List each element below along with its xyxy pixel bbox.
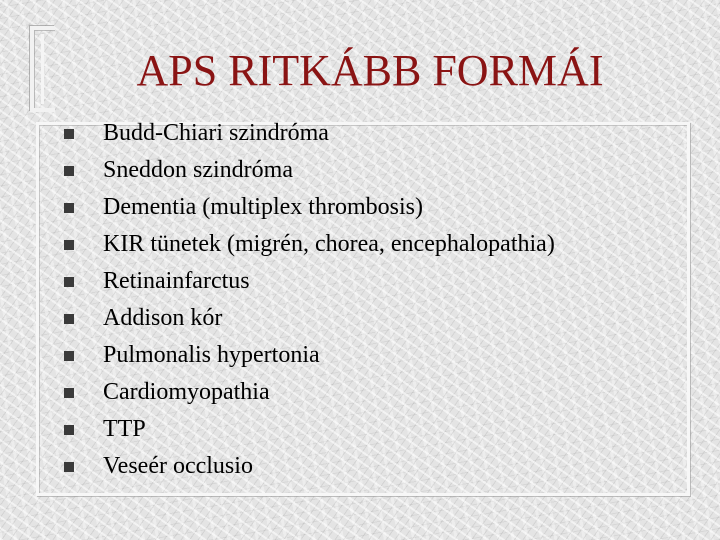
list-item-text: Cardiomyopathia	[103, 379, 270, 405]
square-bullet-icon	[64, 462, 74, 472]
bullet-list	[64, 115, 555, 485]
list-item	[64, 152, 555, 189]
square-bullet-icon	[64, 129, 74, 139]
square-bullet-icon	[64, 314, 74, 324]
list-item-text: Pulmonalis hypertonia	[103, 342, 320, 368]
list-item	[64, 411, 555, 448]
list-item	[64, 300, 555, 337]
list-item	[64, 374, 555, 411]
list-item-text: Sneddon szindróma	[103, 157, 293, 183]
list-item-text: Dementia (multiplex thrombosis)	[103, 194, 423, 220]
list-item	[64, 226, 555, 263]
list-item	[64, 337, 555, 374]
list-item-text: Budd-Chiari szindróma	[103, 120, 329, 146]
square-bullet-icon	[64, 425, 74, 435]
title-frame-inner-line	[41, 34, 55, 104]
list-item	[64, 448, 555, 485]
square-bullet-icon	[64, 240, 74, 250]
list-item	[64, 263, 555, 300]
list-item-text: Addison kór	[103, 305, 223, 331]
square-bullet-icon	[64, 203, 74, 213]
square-bullet-icon	[64, 277, 74, 287]
square-bullet-icon	[64, 166, 74, 176]
list-item-text: Retinainfarctus	[103, 268, 250, 294]
square-bullet-icon	[64, 388, 74, 398]
list-item-text: Veseér occlusio	[103, 453, 253, 479]
list-item	[64, 189, 555, 226]
list-item	[64, 115, 555, 152]
list-item-text: TTP	[103, 416, 146, 442]
list-item-text: KIR tünetek (migrén, chorea, encephalopathia)	[103, 231, 555, 257]
square-bullet-icon	[64, 351, 74, 361]
slide-title: APS RITKÁBB FORMÁI	[136, 46, 604, 95]
